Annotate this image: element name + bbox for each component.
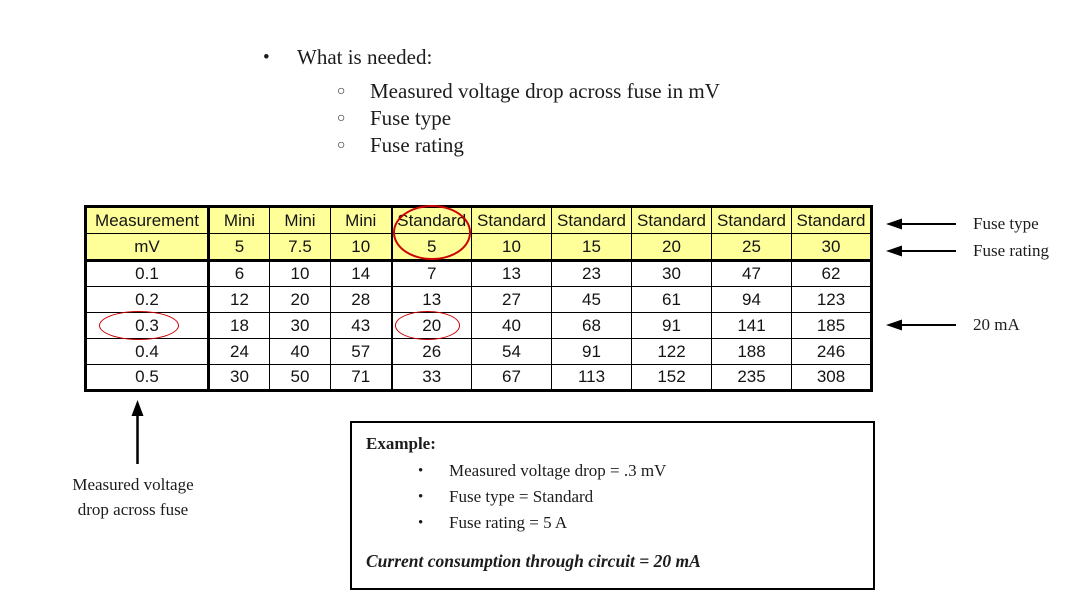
- fuse-data-cell: 61: [632, 287, 712, 313]
- circle-bullet-icon: ○: [337, 84, 346, 99]
- fuse-data-row: [86, 287, 872, 313]
- fuse-data-row: [86, 261, 872, 287]
- callout-fuse-type: [886, 214, 1039, 234]
- fuse-data-cell: 91: [632, 313, 712, 339]
- fuse-data-cell: 57: [331, 339, 392, 365]
- intro-list: [263, 46, 720, 159]
- intro-item-label: Measured voltage drop across fuse in mV: [370, 79, 720, 103]
- measured-voltage-label: [46, 472, 220, 522]
- measured-voltage-line2: drop across fuse: [77, 500, 189, 519]
- fuse-data-cell: 235: [712, 365, 792, 391]
- fuse-data-cell: 71: [331, 365, 392, 391]
- example-conclusion: Current consumption through circuit = 20 mA: [366, 551, 701, 571]
- fuse-type-header-cell: Mini: [209, 207, 270, 234]
- fuse-data-row: [86, 313, 872, 339]
- left-arrow-icon: [886, 244, 956, 258]
- callout-fuse-rating: [886, 241, 1049, 261]
- fuse-data-cell: 67: [472, 365, 552, 391]
- fuse-type-header-cell: Standard: [712, 207, 792, 234]
- fuse-data-cell: 30: [632, 261, 712, 287]
- callout-current-label: 20 mA: [973, 315, 1020, 334]
- fuse-data-cell: 20: [392, 313, 472, 339]
- measured-voltage-line1: Measured voltage: [72, 475, 194, 494]
- callout-fuse-rating-label: Fuse rating: [973, 241, 1050, 260]
- circle-bullet-icon: ○: [337, 111, 346, 126]
- example-title: Example:: [366, 434, 436, 453]
- callout-current: [886, 315, 1020, 335]
- example-box: [350, 421, 875, 590]
- fuse-data-cell: 185: [792, 313, 872, 339]
- fuse-rating-header-cell: 20: [632, 234, 712, 261]
- fuse-data-cell: 40: [270, 339, 331, 365]
- fuse-data-cell: 0.4: [86, 339, 209, 365]
- fuse-data-cell: 91: [552, 339, 632, 365]
- fuse-data-cell: 7: [392, 261, 472, 287]
- fuse-data-cell: 62: [792, 261, 872, 287]
- left-arrow-icon: [886, 217, 956, 231]
- fuse-data-cell: 40: [472, 313, 552, 339]
- example-item: [418, 458, 859, 484]
- fuse-rating-header-cell: 15: [552, 234, 632, 261]
- up-arrow-icon: [129, 400, 146, 464]
- left-arrow-icon: [886, 318, 956, 332]
- fuse-data-cell: 0.2: [86, 287, 209, 313]
- fuse-data-cell: 30: [209, 365, 270, 391]
- fuse-type-header-cell: Mini: [331, 207, 392, 234]
- intro-item: [337, 132, 720, 159]
- intro-items: [337, 78, 720, 159]
- fuse-data-cell: 54: [472, 339, 552, 365]
- fuse-data-cell: 308: [792, 365, 872, 391]
- intro-item-label: Fuse rating: [370, 133, 464, 157]
- fuse-data-cell: 141: [712, 313, 792, 339]
- fuse-data-cell: 246: [792, 339, 872, 365]
- bullet-icon: •: [263, 47, 270, 68]
- circle-bullet-icon: ○: [337, 138, 346, 153]
- fuse-type-header-cell: Standard: [392, 207, 472, 234]
- fuse-table-body: [86, 261, 872, 391]
- fuse-data-cell: 13: [472, 261, 552, 287]
- fuse-data-cell: 43: [331, 313, 392, 339]
- fuse-data-cell: 123: [792, 287, 872, 313]
- fuse-rating-header-cell: 5: [209, 234, 270, 261]
- fuse-data-cell: 24: [209, 339, 270, 365]
- fuse-type-header-cell: Standard: [472, 207, 552, 234]
- fuse-data-cell: 13: [392, 287, 472, 313]
- fuse-type-header-cell: Standard: [792, 207, 872, 234]
- fuse-data-cell: 0.5: [86, 365, 209, 391]
- fuse-data-cell: 10: [270, 261, 331, 287]
- fuse-rating-header-cell: 25: [712, 234, 792, 261]
- fuse-data-cell: 30: [270, 313, 331, 339]
- example-items: [418, 458, 859, 536]
- fuse-data-cell: 94: [712, 287, 792, 313]
- fuse-type-header-cell: Mini: [270, 207, 331, 234]
- fuse-type-header-row: [86, 207, 872, 234]
- fuse-data-cell: 23: [552, 261, 632, 287]
- fuse-rating-header-cell: 10: [331, 234, 392, 261]
- fuse-data-cell: 50: [270, 365, 331, 391]
- fuse-type-header-cell: Standard: [552, 207, 632, 234]
- example-item: [418, 510, 859, 536]
- fuse-rating-header-cell: 10: [472, 234, 552, 261]
- fuse-data-cell: 26: [392, 339, 472, 365]
- fuse-data-cell: 14: [331, 261, 392, 287]
- fuse-type-header-cell: Measurement: [86, 207, 209, 234]
- fuse-data-cell: 18: [209, 313, 270, 339]
- example-item: [418, 484, 859, 510]
- fuse-rating-header-cell: mV: [86, 234, 209, 261]
- example-item-label: Fuse type = Standard: [449, 487, 594, 506]
- fuse-data-row: [86, 365, 872, 391]
- intro-title-row: [263, 46, 720, 69]
- fuse-data-cell: 68: [552, 313, 632, 339]
- intro-item: [337, 105, 720, 132]
- intro-item: [337, 78, 720, 105]
- bullet-icon: •: [418, 515, 424, 531]
- fuse-type-header-cell: Standard: [632, 207, 712, 234]
- fuse-data-cell: 0.3: [86, 313, 209, 339]
- fuse-rating-header-cell: 5: [392, 234, 472, 261]
- callout-fuse-type-label: Fuse type: [973, 214, 1039, 233]
- fuse-data-cell: 27: [472, 287, 552, 313]
- example-item-label: Measured voltage drop = .3 mV: [449, 461, 667, 480]
- fuse-table: [84, 205, 873, 392]
- fuse-data-cell: 6: [209, 261, 270, 287]
- fuse-data-cell: 122: [632, 339, 712, 365]
- fuse-data-row: [86, 339, 872, 365]
- fuse-rating-header-cell: 30: [792, 234, 872, 261]
- fuse-data-cell: 12: [209, 287, 270, 313]
- fuse-data-cell: 33: [392, 365, 472, 391]
- fuse-data-cell: 152: [632, 365, 712, 391]
- fuse-rating-header-row: [86, 234, 872, 261]
- fuse-data-cell: 45: [552, 287, 632, 313]
- fuse-data-cell: 113: [552, 365, 632, 391]
- example-item-label: Fuse rating = 5 A: [449, 513, 568, 532]
- fuse-data-cell: 28: [331, 287, 392, 313]
- fuse-data-cell: 20: [270, 287, 331, 313]
- bullet-icon: •: [418, 489, 424, 505]
- intro-item-label: Fuse type: [370, 106, 452, 130]
- bullet-icon: •: [418, 463, 424, 479]
- fuse-table-header: [86, 207, 872, 261]
- fuse-data-cell: 47: [712, 261, 792, 287]
- intro-title: What is needed:: [297, 45, 433, 69]
- fuse-rating-header-cell: 7.5: [270, 234, 331, 261]
- fuse-data-cell: 0.1: [86, 261, 209, 287]
- fuse-data-cell: 188: [712, 339, 792, 365]
